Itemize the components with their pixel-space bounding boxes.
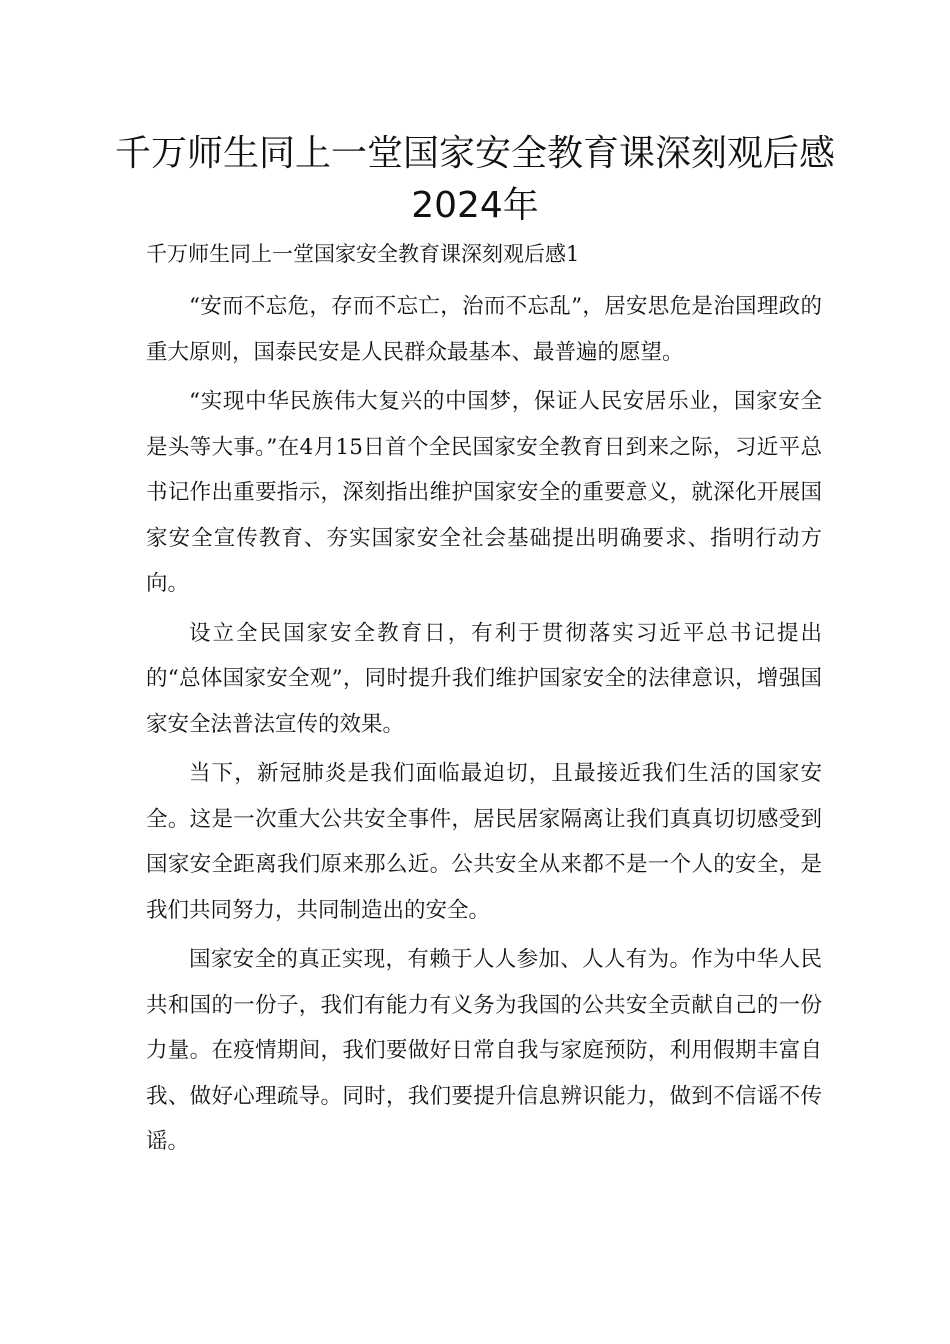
document-subtitle: 千万师生同上一堂国家安全教育课深刻观后感1 [146, 242, 580, 266]
paragraph: “实现中华民族伟大复兴的中国梦，保证人民安居乐业，国家安全是头等大事。”在4月15日首个全民国家安全教育日到来之际，习近平总书记作出重要指示，深刻指出维护国家安全的重要意义，就深化开展国家安全宣传教育、夯实国家安全社会基础提出明确要求、指明行动方向。 [146, 389, 822, 596]
paragraph: 设立全民国家安全教育日，有利于贯彻落实习近平总书记提出的“总体国家安全观”，同时提升我们维护国家安全的法律意识，增强国家安全法普法宣传的效果。 [146, 620, 822, 737]
paragraph: 当下，新冠肺炎是我们面临最迫切，且最接近我们生活的国家安全。这是一次重大公共安全事件，居民居家隔离让我们真真切切感受到国家安全距离我们原来那么近。公共安全从来都不是一个人的安全，是我们共同努力，共同制造出的安全。 [146, 761, 822, 923]
paragraph: 国家安全的真正实现，有赖于人人参加、人人有为。作为中华人民共和国的一份子，我们有能力有义务为我国的公共安全贡献自己的一份力量。在疫情期间，我们要做好日常自我与家庭预防，利用假期丰富自我、做好心理疏导。同时，我们要提升信息辨识能力，做到不信谣不传谣。 [146, 947, 822, 1154]
document-title: 千万师生同上一堂国家安全教育课深刻观后感2024年 [114, 133, 835, 226]
paragraph: “安而不忘危，存而不忘亡，治而不忘乱”，居安思危是治国理政的重大原则，国泰民安是人民群众最基本、最普遍的愿望。 [146, 294, 822, 365]
document-body [146, 284, 822, 1169]
